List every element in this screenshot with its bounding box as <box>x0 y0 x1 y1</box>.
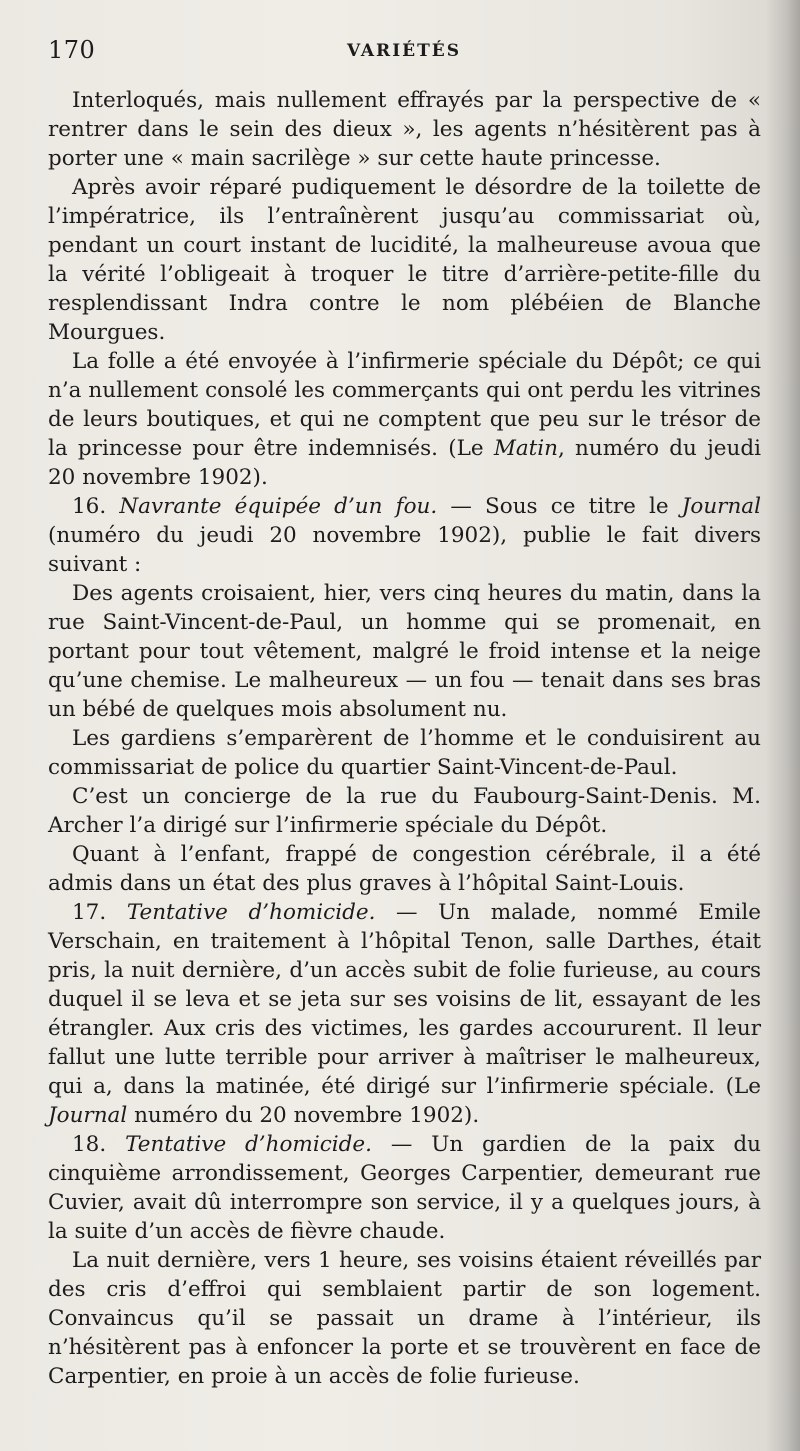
text-segment: La folle a été envoyée à l’infirmerie spéciale du Dépôt; ce qui n’a nullement consolé les commerçants qui ont perdu les vitrines de leurs boutiques, et qui ne comptent que peu sur le trésor de la princesse pour être indemnisés. (Le <box>48 349 761 461</box>
text-segment: 18. <box>72 1132 126 1157</box>
text-segment: — Sous ce titre le <box>437 494 682 519</box>
paragraph <box>48 898 761 1130</box>
text-segment: La nuit dernière, vers 1 heure, ses voisins étaient réveillés par des cris d’effroi qui semblaient partir de son logement. Convaincus qu’il se passait un drame à l’intérieur, ils n’hésitèrent pas à enfoncer la porte et se trouvèrent en face de Carpentier, en proie à un accès de folie furieuse. <box>48 1248 761 1389</box>
italic-text: Tentative d’homicide. <box>126 900 376 925</box>
italic-text: Journal <box>681 494 761 519</box>
text-segment: Des agents croisaient, hier, vers cinq heures du matin, dans la rue Saint-Vincent-de-Paul, un homme qui se promenait, en portant pour tout vêtement, malgré le froid intense et la neige qu’une chemise. Le malheureux — un fou — tenait dans ses bras un bébé de quelques mois absolument nu. <box>48 581 761 722</box>
text-segment: — Un malade, nommé Emile Verschain, en traitement à l’hôpital Tenon, salle Darthes, était pris, la nuit dernière, d’un accès subit de folie furieuse, au cours duquel il se leva et se jeta sur ses voisins de lit, essayant de les étrangler. Aux cris des victimes, les gardes accoururent. Il leur fallut une lutte terrible pour arriver à maîtriser le malheureux, qui a, dans la matinée, été dirigé sur l’infirmerie spéciale. (Le <box>48 900 761 1099</box>
paragraph <box>48 579 761 724</box>
text-segment: 16. <box>72 494 120 519</box>
text-segment: Les gardiens s’emparèrent de l’homme et le conduisirent au commissariat de police du quartier Saint-Vincent-de-Paul. <box>48 726 761 780</box>
paragraph <box>48 782 761 840</box>
text-segment: Interloqués, mais nullement effrayés par la perspective de « rentrer dans le sein des dieux », les agents n’hésitèrent pas à porter une « main sacrilège » sur cette haute princesse. <box>48 88 761 171</box>
paragraph <box>48 86 761 173</box>
italic-text: Journal <box>48 1103 128 1128</box>
text-segment: (numéro du jeudi 20 novembre 1902), publie le fait divers suivant : <box>48 523 761 577</box>
text-segment: Quant à l’enfant, frappé de congestion cérébrale, il a été admis dans un état des plus graves à l’hôpital Saint-Louis. <box>48 842 761 896</box>
paragraph <box>48 840 761 898</box>
text-segment: , numéro du jeudi 20 novembre 1902). <box>48 436 761 490</box>
paragraph <box>48 347 761 492</box>
running-head: VARIÉTÉS <box>347 41 461 61</box>
paragraph <box>48 1246 761 1391</box>
page-header <box>48 36 760 72</box>
page-number: 170 <box>48 36 96 64</box>
text-segment: numéro du 20 novembre 1902). <box>127 1103 480 1128</box>
italic-text: Tentative d’homicide. <box>125 1132 372 1157</box>
paragraph <box>48 492 761 579</box>
text-segment: — Un gardien de la paix du cinquième arrondissement, Georges Carpentier, demeurant rue Cuvier, avait dû interrompre son service, il y a quelques jours, à la suite d’un accès de fièvre chaude. <box>48 1132 762 1244</box>
text-segment: Après avoir réparé pudiquement le désordre de la toilette de l’impératrice, ils l’entraînèrent jusqu’au commissariat où, pendant un court instant de lucidité, la malheureuse avoua que la vérité l’obligeait à troquer le titre d’arrière-petite-fille du resplendissant Indra contre le nom plébéien de Blanche Mourgues. <box>48 175 761 345</box>
page-binding-shadow <box>766 0 800 1451</box>
paragraph <box>48 724 761 782</box>
italic-text: Navrante équipée d’un fou. <box>119 494 438 519</box>
text-segment: C’est un concierge de la rue du Faubourg-Saint-Denis. M. Archer l’a dirigé sur l’infirmerie spéciale du Dépôt. <box>48 784 761 838</box>
paragraph <box>48 1130 761 1246</box>
paragraph <box>48 173 761 347</box>
italic-text: Matin <box>493 436 559 461</box>
body-text <box>48 86 761 1391</box>
text-segment: 17. <box>72 900 127 925</box>
